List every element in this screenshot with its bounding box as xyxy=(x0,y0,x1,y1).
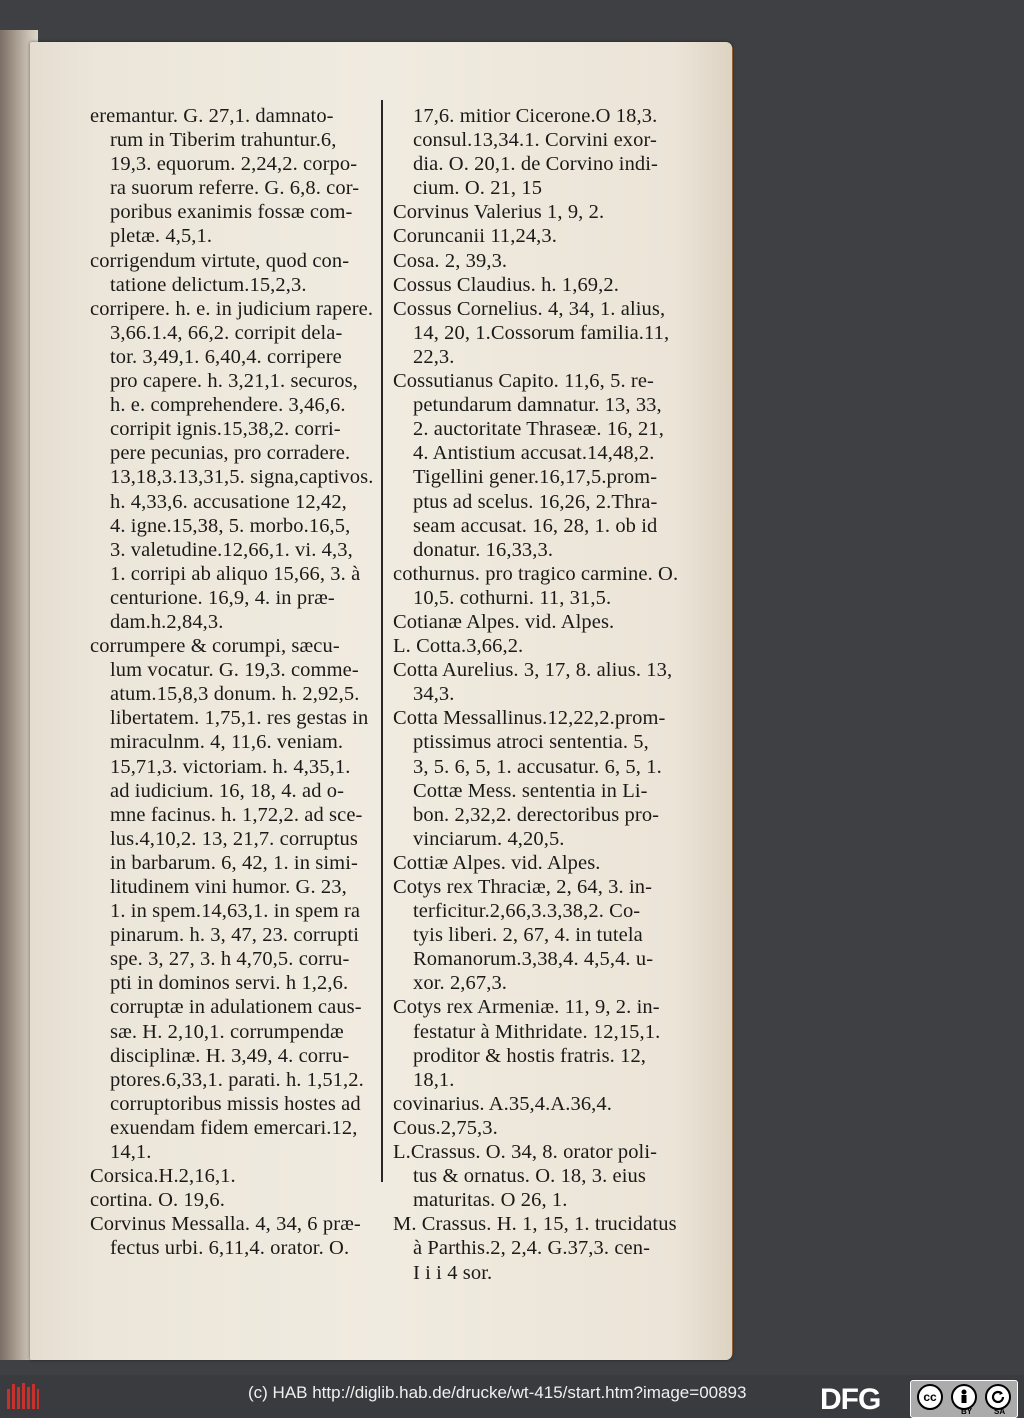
index-line: Cotianæ Alpes. vid. Alpes. xyxy=(393,610,615,633)
index-line: Cotta Messallinus.12,22,2.prom- xyxy=(393,707,666,730)
index-line: bon. 2,32,2. derectoribus pro- xyxy=(413,803,660,826)
index-line: 19,3. equorum. 2,24,2. corpo- xyxy=(110,153,358,176)
index-line: terficitur.2,66,3.3,38,2. Co- xyxy=(413,900,641,923)
index-line: ptores.6,33,1. parati. h. 1,51,2. xyxy=(110,1068,364,1091)
index-line: 17,6. mitior Cicerone.O 18,3. xyxy=(413,105,658,127)
index-line: pti in dominos servi. h 1,2,6. xyxy=(110,972,349,995)
index-line: vinciarum. 4,20,5. xyxy=(413,827,565,850)
index-line: 3, 5. 6, 5, 1. accusatur. 6, 5, 1. xyxy=(413,755,662,778)
index-line: libertatem. 1,75,1. res gestas in xyxy=(110,707,369,730)
index-line: Corvinus Valerius 1, 9, 2. xyxy=(393,201,605,224)
index-line: 15,71,3. victoriam. h. 4,35,1. xyxy=(110,755,351,778)
index-column-right xyxy=(393,104,679,1285)
index-line: 14, 20, 1.Cossorum familia.11, xyxy=(413,321,670,344)
index-line: sæ. H. 2,10,1. corrumpendæ xyxy=(110,1020,344,1043)
index-line: 10,5. cothurni. 11, 31,5. xyxy=(413,586,612,609)
index-line: L. Cotta.3,66,2. xyxy=(393,635,524,658)
index-line: 4. igne.15,38, 5. morbo.16,5, xyxy=(110,514,351,537)
index-line: cortina. O. 19,6. xyxy=(90,1189,225,1212)
index-line: ptissimus atroci sententia. 5, xyxy=(413,731,649,754)
index-line: Cottæ Mess. sententia in Li- xyxy=(413,779,648,802)
index-line: pere pecunias, pro corradere. xyxy=(110,442,351,465)
index-line: 2. auctoritate Thraseæ. 16, 21, xyxy=(413,418,664,441)
index-line: M. Crassus. H. 1, 15, 1. trucidatus xyxy=(393,1213,677,1236)
dfg-logo: DFG xyxy=(820,1383,881,1416)
index-line: Romanorum.3,38,4. 4,5,4. u- xyxy=(413,948,654,971)
index-line: centurione. 16,9, 4. in præ- xyxy=(110,586,335,609)
index-line: h. e. comprehendere. 3,46,6. xyxy=(110,394,346,417)
index-line: cothurnus. pro tragico carmine. O. xyxy=(393,562,679,585)
index-line: maturitas. O 26, 1. xyxy=(413,1189,568,1212)
column-rule xyxy=(381,100,383,1182)
index-line: ptus ad scelus. 16,26, 2.Thra- xyxy=(413,490,658,513)
index-line: Cosa. 2, 39,3. xyxy=(393,249,508,272)
index-line: Cossus Claudius. h. 1,69,2. xyxy=(393,273,619,296)
index-line: corruptoribus missis hostes ad xyxy=(110,1092,361,1115)
hab-library-logo xyxy=(6,1381,40,1411)
index-line: tyis liberi. 2, 67, 4. in tutela xyxy=(413,924,643,947)
index-line: festatur à Mithridate. 12,15,1. xyxy=(413,1020,661,1043)
index-line: pletæ. 4,5,1. xyxy=(110,225,213,248)
index-line: Corvinus Messalla. 4, 34, 6 præ- xyxy=(90,1213,361,1236)
index-line: corrigendum virtute, quod con- xyxy=(90,249,350,272)
index-line: dam.h.2,84,3. xyxy=(110,610,224,633)
index-line: poribus exanimis fossæ com- xyxy=(110,201,353,224)
index-line: eremantur. G. 27,1. damnato- xyxy=(90,105,334,127)
index-line: cium. O. 21, 15 xyxy=(413,177,543,200)
index-line: Tigellini gener.16,17,5.prom- xyxy=(413,466,658,489)
index-line: 3,66.1.4, 66,2. corripit dela- xyxy=(110,321,343,344)
index-line: Cotys rex Thraciæ, 2, 64, 3. in- xyxy=(393,876,653,898)
by-label: BY xyxy=(961,1407,973,1416)
index-line: 13,18,3.13,31,5. signa,captivos. xyxy=(110,466,374,489)
index-line: Cossutianus Capito. 11,6, 5. re- xyxy=(393,370,654,393)
index-line: I i i 4 sor. xyxy=(413,1261,493,1284)
index-line: in barbarum. 6, 42, 1. in simi- xyxy=(110,851,358,874)
index-line: dia. O. 20,1. de Corvino indi- xyxy=(413,153,658,176)
index-line: rum in Tiberim trahuntur.6, xyxy=(110,129,337,152)
index-line: corripere. h. e. in judicium rapere. xyxy=(90,297,374,320)
index-line: tor. 3,49,1. 6,40,4. corripere xyxy=(110,345,342,368)
index-line: litudinem vini humor. G. 23, xyxy=(110,876,347,898)
index-line: Cottiæ Alpes. vid. Alpes. xyxy=(393,851,601,874)
index-line: Corsica.H.2,16,1. xyxy=(90,1165,236,1188)
index-line: 14,1. xyxy=(110,1141,152,1164)
index-line: ra suorum referre. G. 6,8. cor- xyxy=(110,177,360,200)
index-line: mne facinus. h. 1,72,2. ad sce- xyxy=(110,803,363,826)
index-line: 1. in spem.14,63,1. in spem ra xyxy=(110,900,361,923)
index-line: corrumpere & corumpi, sæcu- xyxy=(90,635,340,658)
index-line: xor. 2,67,3. xyxy=(413,972,508,995)
index-line: L.Crassus. O. 34, 8. orator poli- xyxy=(393,1141,658,1164)
index-line: seam accusat. 16, 28, 1. ob id xyxy=(413,514,658,537)
index-line: 22,3. xyxy=(413,345,455,368)
index-line: 3. valetudine.12,66,1. vi. 4,3, xyxy=(110,538,353,561)
sa-label: SA xyxy=(994,1407,1006,1416)
cc-license-badge[interactable] xyxy=(910,1380,1018,1418)
index-line: 34,3. xyxy=(413,683,455,706)
index-line: fectus urbi. 6,11,4. orator. O. xyxy=(110,1237,350,1260)
index-line: donatur. 16,33,3. xyxy=(413,538,554,561)
index-line: Cotys rex Armeniæ. 11, 9, 2. in- xyxy=(393,996,660,1019)
index-line: spe. 3, 27, 3. h 4,70,5. corru- xyxy=(110,948,350,971)
index-line: miraculnm. 4, 11,6. veniam. xyxy=(110,731,344,754)
index-line: lus.4,10,2. 13, 21,7. corruptus xyxy=(110,827,358,850)
cc-icon: cc xyxy=(917,1384,943,1410)
index-line: consul.13,34.1. Corvini exor- xyxy=(413,129,657,152)
index-line: covinarius. A.35,4.A.36,4. xyxy=(393,1092,612,1115)
index-line: à Parthis.2, 2,4. G.37,3. cen- xyxy=(413,1237,650,1260)
index-line: tus & ornatus. O. 18, 3. eius xyxy=(413,1165,646,1188)
index-line: ad iudicium. 16, 18, 4. ad o- xyxy=(110,779,345,802)
index-line: corripit ignis.15,38,2. corri- xyxy=(110,418,341,441)
index-line: atum.15,8,3 donum. h. 2,92,5. xyxy=(110,683,360,706)
index-line: 1. corripi ab aliquo 15,66, 3. à xyxy=(110,562,361,585)
index-line: Cous.2,75,3. xyxy=(393,1116,498,1139)
index-line: Cotta Aurelius. 3, 17, 8. alius. 13, xyxy=(393,659,673,682)
copyright-credit: (c) HAB http://diglib.hab.de/drucke/wt-415/start.htm?image=00893 xyxy=(248,1383,747,1402)
index-line: petundarum damnatur. 13, 33, xyxy=(413,394,662,417)
index-line: 4. Antistium accusat.14,48,2. xyxy=(413,442,655,465)
index-line: corruptæ in adulationem caus- xyxy=(110,996,362,1019)
index-line: 18,1. xyxy=(413,1068,455,1091)
index-line: proditor & hostis fratris. 12, xyxy=(413,1044,647,1067)
index-line: pro capere. h. 3,21,1. securos, xyxy=(110,370,358,393)
index-line: tatione delictum.15,2,3. xyxy=(110,273,307,296)
index-line: Coruncanii 11,24,3. xyxy=(393,225,557,248)
index-line: lum vocatur. G. 19,3. comme- xyxy=(110,659,359,682)
index-column-left xyxy=(90,104,380,1261)
index-line: Cossus Cornelius. 4, 34, 1. alius, xyxy=(393,297,666,320)
index-line: h. 4,33,6. accusatione 12,42, xyxy=(110,490,347,513)
index-line: pinarum. h. 3, 47, 23. corrupti xyxy=(110,924,360,947)
index-line: disciplinæ. H. 3,49, 4. corru- xyxy=(110,1044,350,1067)
index-line: exuendam fidem emercari.12, xyxy=(110,1116,358,1139)
